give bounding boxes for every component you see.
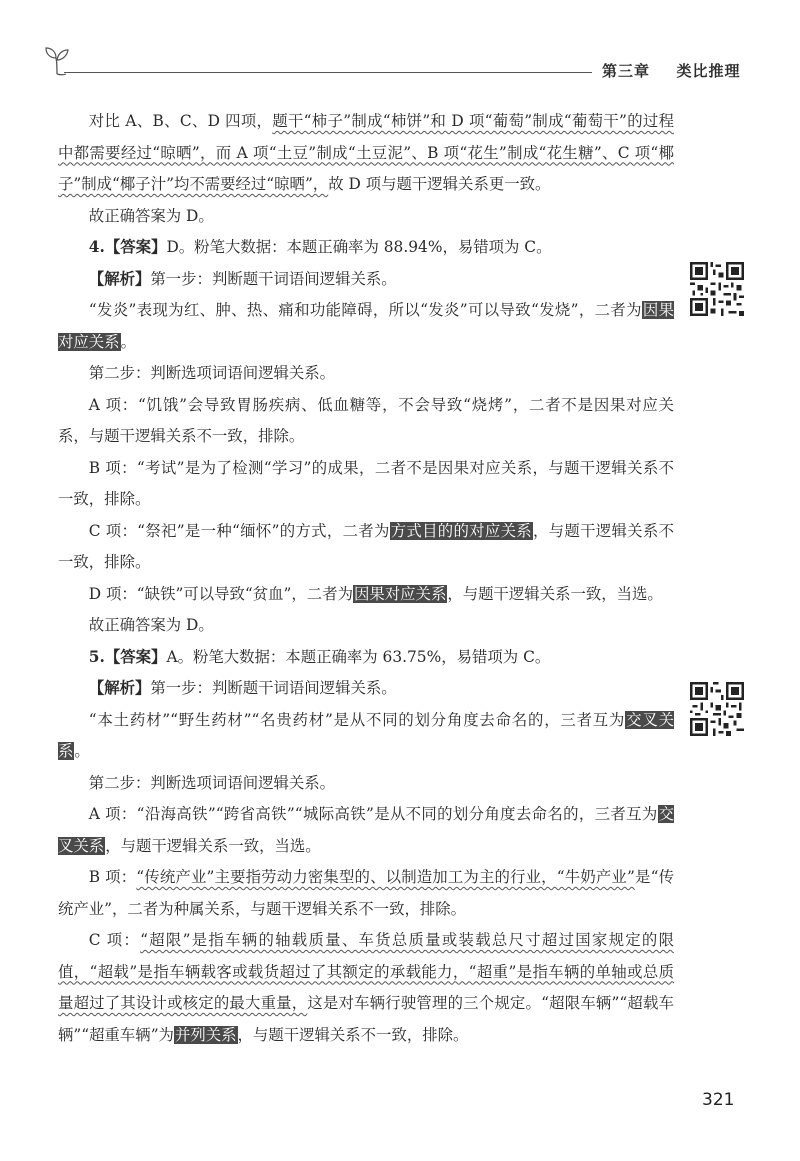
underlined-text: “传统产业”主要指劳动力密集型的、以制造加工为主的行业，“牛奶产业” <box>136 868 635 886</box>
option-c <box>58 925 674 1051</box>
text-span: 第一步：判断题干词语间逻辑关系。 <box>150 679 397 697</box>
analysis-line <box>58 673 674 705</box>
text-span: C 项： <box>88 931 141 949</box>
text-span: D 项：“缺铁”可以导致“贫血”，二者为 <box>88 584 353 603</box>
paragraph <box>58 295 674 358</box>
step-line: 第二步：判断选项词语间逻辑关系。 <box>88 773 336 792</box>
option-a: A 项：“饥饿”会导致胃肠疾病、低血糖等，不会导致“烧烤”，二者不是因果对应关系，与题干逻辑关系不一致，排除。 <box>58 395 674 445</box>
text-span: A。粉笔大数据：本题正确率为 63.75%，易错项为 C。 <box>166 647 551 666</box>
text-span: 。 <box>120 332 136 351</box>
text-span: 这是对车辆行驶管理的三个规定。“超限车辆”“超载车辆”“超重车辆”为 <box>58 994 674 1044</box>
analysis-tag: 【解析】 <box>88 679 151 697</box>
highlighted-term: 交叉关系 <box>58 805 674 855</box>
option-d <box>58 579 674 611</box>
text-span: A 项：“沿海高铁”“跨省高铁”“城际高铁”是从不同的划分角度去命名的，三者互为 <box>88 805 658 823</box>
text-span: 。 <box>74 742 90 760</box>
answer-tag: 【答案】 <box>104 238 167 256</box>
text-span: “发炎”表现为红、肿、热、痛和功能障碍，所以“发炎”可以导致“发烧”，二者为 <box>88 301 642 319</box>
question-4-answer <box>58 232 674 264</box>
text-span: ，与题干逻辑关系不一致，排除。 <box>237 1025 469 1044</box>
highlighted-term: 方式目的的对应关系 <box>390 521 532 540</box>
option-b <box>58 862 674 925</box>
header-title <box>602 60 741 81</box>
answer-line: 故正确答案为 D。 <box>88 206 214 225</box>
chapter-label: 第三章 <box>602 62 651 80</box>
highlighted-term: 因果对应关系 <box>58 301 674 351</box>
qr-code-icon[interactable] <box>690 682 744 736</box>
question-number: 4. <box>88 238 105 256</box>
highlighted-term: 因果对应关系 <box>353 584 447 603</box>
question-number: 5. <box>88 647 105 666</box>
option-c <box>58 516 674 579</box>
header-rule <box>64 72 592 73</box>
text-span: ，与题干逻辑关系不一致，排除。 <box>58 521 674 571</box>
option-a <box>58 799 674 862</box>
paragraph <box>58 106 674 201</box>
text-span: 第一步：判断题干词语间逻辑关系。 <box>150 269 397 288</box>
qr-code-icon[interactable] <box>690 262 744 316</box>
analysis-tag: 【解析】 <box>88 269 151 288</box>
text-span: C 项：“祭祀”是一种“缅怀”的方式，二者为 <box>88 521 390 540</box>
paragraph <box>58 705 674 768</box>
text-span: D。粉笔大数据：本题正确率为 88.94%，易错项为 C。 <box>166 238 552 256</box>
text-span: 故 D 项与题干逻辑关系更一致。 <box>328 175 551 193</box>
analysis-line <box>58 264 674 296</box>
text-span: “本土药材”“野生药材”“名贵药材”是从不同的划分角度去命名的，三者互为 <box>88 710 626 729</box>
text-span: ，与题干逻辑关系一致，当选。 <box>447 584 663 603</box>
underlined-text: 题干“柿子”制成“柿饼”和 D 项“葡萄”制成“葡萄干”的过程中都需要经过“晾晒”，而 A 项“土豆”制成“土豆泥”、B 项“花生”制成“花生糖”、C 项“椰子”制成“椰子汁”均不需要经过“晾晒”， <box>58 112 674 193</box>
text-span: B 项： <box>88 868 137 886</box>
section-label: 类比推理 <box>676 62 741 80</box>
page-number: 321 <box>702 1090 735 1110</box>
text-span: 对比 A、B、C、D 四项， <box>88 112 273 130</box>
step-line: 第二步：判断选项词语间逻辑关系。 <box>88 364 336 382</box>
answer-line: 故正确答案为 D。 <box>88 616 214 634</box>
option-b: B 项：“考试”是为了检测“学习”的成果，二者不是因果对应关系，与题干逻辑关系不一致，排除。 <box>58 458 674 508</box>
page-header <box>0 0 800 90</box>
text-span: ，与题干逻辑关系一致，当选。 <box>105 836 321 855</box>
highlighted-term: 并列关系 <box>174 1025 237 1044</box>
answer-tag: 【答案】 <box>104 647 167 666</box>
underlined-text: “超限”是指车辆的轴载质量、车货总质量或装载总尺寸超过国家规定的限值，“超载”是指车辆载客或载货超过了其额定的承载能力，“超重”是指车辆的单轴或总质量超过了其设计或核定的最大重量， <box>58 931 674 1012</box>
page-body <box>58 106 674 1051</box>
highlighted-term: 交叉关系 <box>58 710 674 760</box>
question-5-answer <box>58 642 674 674</box>
text-span: 是“传统产业”，二者为种属关系，与题干逻辑关系不一致，排除。 <box>58 868 674 918</box>
